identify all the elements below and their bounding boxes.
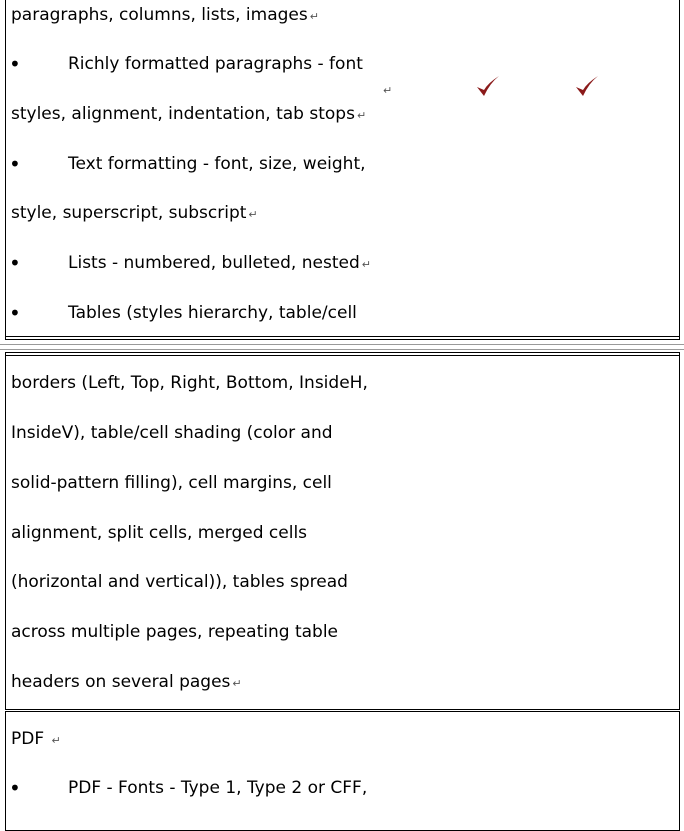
page-break-line — [0, 349, 684, 350]
text-line-content: style, superscript, subscript — [11, 203, 247, 223]
bullet-icon: • — [9, 52, 21, 76]
text-line: solid-pattern filling), cell margins, cell — [11, 473, 332, 493]
bullet-item-text: Richly formatted paragraphs - font — [68, 54, 363, 74]
text-line: InsideV), table/cell shading (color and — [11, 423, 333, 443]
table-cell-block-3 — [5, 711, 680, 831]
checkmark-icon — [574, 74, 600, 100]
text-line: borders (Left, Top, Right, Bottom, InsideH, — [11, 373, 368, 393]
bullet-item — [68, 253, 371, 275]
text-line-content: headers on several pages — [11, 672, 231, 692]
bullet-item — [68, 778, 367, 798]
bullet-item — [68, 54, 363, 74]
bullet-item — [68, 303, 357, 323]
text-line: across multiple pages, repeating table — [11, 622, 339, 642]
checkmark-icon — [475, 74, 501, 100]
paragraph-mark-icon: ↵ — [361, 258, 371, 271]
text-line — [11, 203, 258, 225]
text-line-content: styles, alignment, indentation, tab stops — [11, 104, 355, 124]
paragraph-mark-icon: ↵ — [383, 84, 393, 97]
paragraph-mark-icon: ↵ — [309, 10, 319, 23]
bullet-item-text: Text formatting - font, size, weight, — [68, 154, 366, 174]
bullet-item-text: Tables (styles hierarchy, table/cell — [68, 303, 357, 323]
bullet-item — [68, 154, 366, 174]
bullet-icon: • — [9, 152, 21, 176]
text-line: (horizontal and vertical)), tables spread — [11, 572, 348, 592]
page-break — [0, 344, 684, 345]
bullet-item-text: PDF - Fonts - Type 1, Type 2 or CFF, — [68, 778, 368, 798]
paragraph-mark-icon: ↵ — [248, 208, 258, 221]
bullet-icon: • — [9, 251, 21, 275]
text-line — [11, 5, 319, 27]
text-line — [11, 104, 366, 126]
section-heading-text: PDF — [11, 729, 45, 749]
text-line — [11, 672, 242, 694]
bullet-icon: • — [9, 776, 21, 800]
text-line-content: paragraphs, columns, lists, images — [11, 5, 308, 25]
bullet-icon: • — [9, 301, 21, 325]
bullet-item-text: Lists - numbered, bulleted, nested — [68, 253, 360, 273]
paragraph-mark-icon: ↵ — [232, 677, 242, 690]
section-heading — [11, 729, 61, 751]
text-line: alignment, split cells, merged cells — [11, 523, 308, 543]
paragraph-mark-icon: ↵ — [51, 734, 61, 747]
paragraph-mark-icon: ↵ — [356, 109, 367, 122]
